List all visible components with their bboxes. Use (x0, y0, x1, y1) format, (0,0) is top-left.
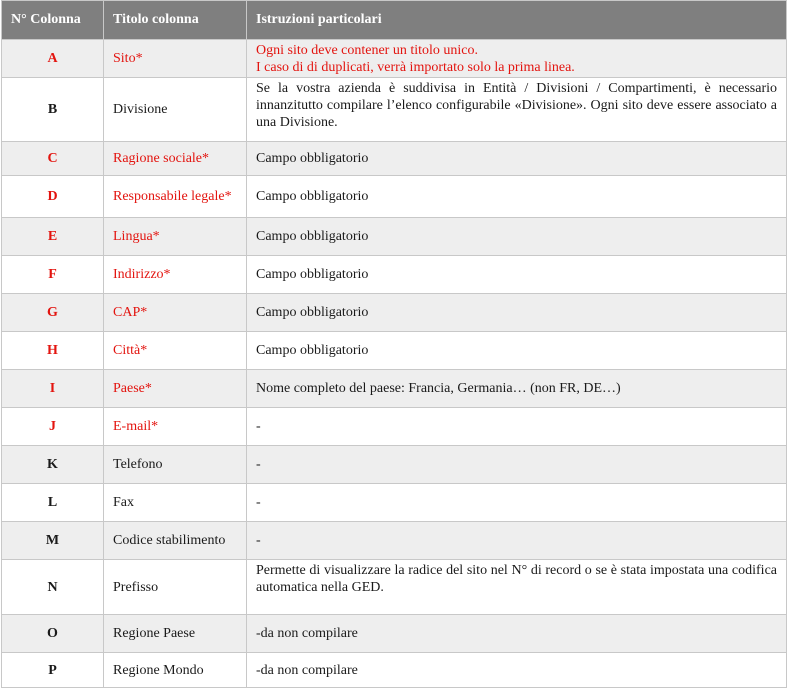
table-row (2, 332, 787, 370)
column-instructions: Campo obbligatorio (247, 332, 787, 370)
column-title: Regione Mondo (104, 653, 247, 688)
table-row (2, 653, 787, 688)
column-instructions: Campo obbligatorio (247, 218, 787, 256)
column-letter: H (2, 332, 104, 370)
column-instructions: - (247, 408, 787, 446)
column-instructions: Campo obbligatorio (247, 176, 787, 218)
column-title: Città* (104, 332, 247, 370)
column-instructions: - (247, 484, 787, 522)
column-letter: M (2, 522, 104, 560)
column-letter: A (2, 40, 104, 78)
column-instructions: -da non compilare (247, 615, 787, 653)
column-letter: B (2, 78, 104, 142)
table-row (2, 484, 787, 522)
table-row (2, 176, 787, 218)
column-title: Indirizzo* (104, 256, 247, 294)
column-title: Ragione sociale* (104, 142, 247, 176)
table-row (2, 218, 787, 256)
column-instructions: - (247, 446, 787, 484)
column-instructions: - (247, 522, 787, 560)
column-instructions-table (1, 0, 787, 688)
column-letter: I (2, 370, 104, 408)
column-letter: P (2, 653, 104, 688)
column-letter: F (2, 256, 104, 294)
column-letter: C (2, 142, 104, 176)
table-row (2, 560, 787, 615)
column-instructions: Ogni sito deve contener un titolo unico. I caso di di duplicati, verrà importato solo la prima linea. (247, 40, 787, 78)
column-instructions: Campo obbligatorio (247, 294, 787, 332)
column-title: Divisione (104, 78, 247, 142)
column-letter: K (2, 446, 104, 484)
header-row (2, 1, 787, 40)
column-letter: O (2, 615, 104, 653)
column-title: Responsabile legale* (104, 176, 247, 218)
table-row (2, 370, 787, 408)
column-title: Sito* (104, 40, 247, 78)
table-row (2, 522, 787, 560)
column-letter: J (2, 408, 104, 446)
column-instructions: Nome completo del paese: Francia, Germania… (non FR, DE…) (247, 370, 787, 408)
column-title: Prefisso (104, 560, 247, 615)
table-row (2, 446, 787, 484)
table-row (2, 40, 787, 78)
column-instructions: Campo obbligatorio (247, 142, 787, 176)
column-letter: E (2, 218, 104, 256)
column-instructions: Permette di visualizzare la radice del sito nel N° di record o se è stata impostata una codifica automatica nella GED. (247, 560, 787, 615)
table-row (2, 294, 787, 332)
column-instructions: Campo obbligatorio (247, 256, 787, 294)
table-row (2, 615, 787, 653)
column-title: Telefono (104, 446, 247, 484)
column-instructions: -da non compilare (247, 653, 787, 688)
column-instructions: Se la vostra azienda è suddivisa in Entità / Divisioni / Compartimenti, è necessario innanzitutto compilare l’elenco configurabile «Divisione». Ogni sito deve essere associato a una Divisione. (247, 78, 787, 142)
table-row (2, 408, 787, 446)
column-title: Regione Paese (104, 615, 247, 653)
column-title: Lingua* (104, 218, 247, 256)
column-letter: N (2, 560, 104, 615)
header-column-title: Titolo colonna (104, 1, 247, 40)
header-instructions: Istruzioni particolari (247, 1, 787, 40)
column-title: Codice stabilimento (104, 522, 247, 560)
column-title: Fax (104, 484, 247, 522)
column-letter: D (2, 176, 104, 218)
table-row (2, 142, 787, 176)
column-title: Paese* (104, 370, 247, 408)
table-body (2, 40, 787, 688)
table-row (2, 256, 787, 294)
table-row (2, 78, 787, 142)
column-letter: L (2, 484, 104, 522)
column-title: E-mail* (104, 408, 247, 446)
column-letter: G (2, 294, 104, 332)
column-title: CAP* (104, 294, 247, 332)
header-column-number: N° Colonna (2, 1, 104, 40)
